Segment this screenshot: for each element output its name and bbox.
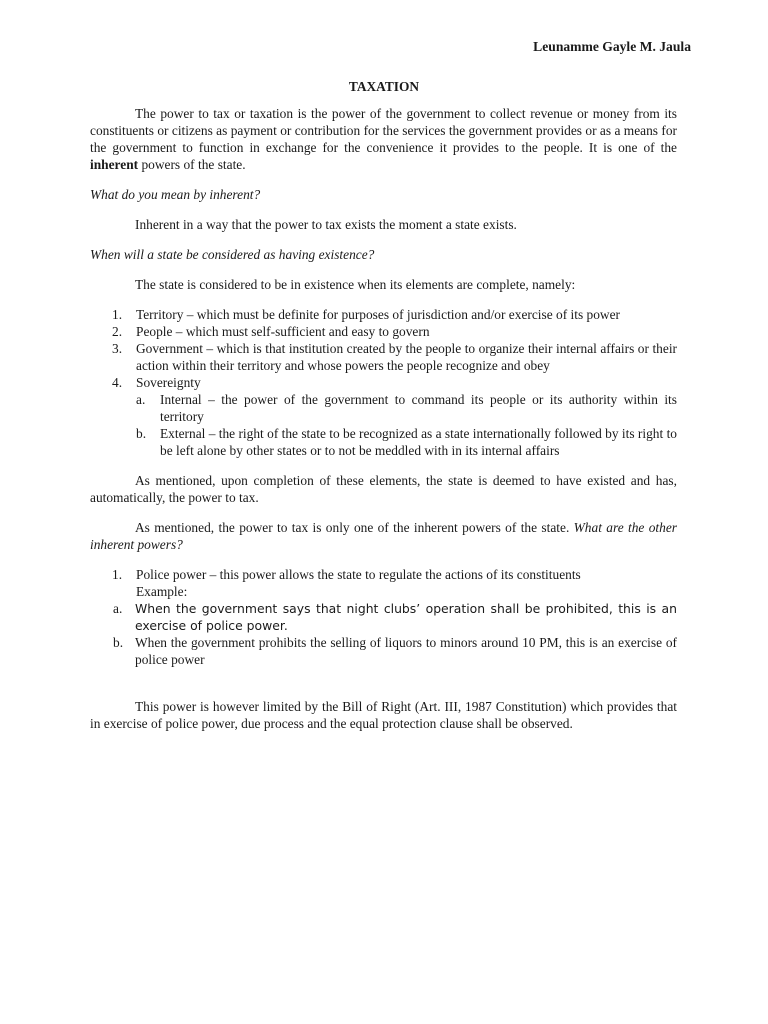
author-name: Leunamme Gayle M. Jaula <box>533 39 691 54</box>
list-text: People – which must self-sufficient and easy to govern <box>136 324 430 339</box>
list-text: Territory – which must be definite for purposes of jurisdiction and/or exercise of its power <box>136 307 620 322</box>
police-examples-sublist <box>90 600 677 668</box>
list-item <box>113 634 677 668</box>
elements-list <box>90 306 677 459</box>
limitation-paragraph: This power is however limited by the Bill of Right (Art. III, 1987 Constitution) which provides that in exercise of police power, due process and the equal protection clause shall be observed. <box>90 699 677 731</box>
list-text: External – the right of the state to be recognized as a state internationally followed by its right to be left alone by other states or to not be meddled with in its internal affairs <box>160 426 677 458</box>
list-letter: b. <box>113 635 124 650</box>
list-letter: b. <box>136 426 147 441</box>
list-item <box>90 306 677 323</box>
list-text: Internal – the power of the government to command its people or its authority within its territory <box>160 392 677 424</box>
list-number: 2. <box>112 324 123 339</box>
list-text: Government – which is that institution created by the people to organize their internal affairs or their action within their territory and whose powers the people recognize and obey <box>136 341 677 373</box>
inherent-powers-list <box>90 566 677 668</box>
intro-text-2: powers of the state. <box>138 157 246 172</box>
list-number: 4. <box>112 375 123 390</box>
answer-inherent: Inherent in a way that the power to tax exists the moment a state exists. <box>135 217 517 232</box>
list-item <box>113 600 677 634</box>
list-item <box>136 425 677 459</box>
list-number: 1. <box>112 567 123 582</box>
list-text: When the government prohibits the selling of liquors to minors around 10 PM, this is an exercise of police power <box>135 635 677 667</box>
list-item <box>90 566 677 600</box>
list-letter: a. <box>136 392 146 407</box>
example-label: Example: <box>136 584 188 599</box>
list-number: 3. <box>112 341 123 356</box>
sovereignty-sublist <box>90 391 677 459</box>
other-powers-text: As mentioned, the power to tax is only one of the inherent powers of the state. <box>135 520 574 535</box>
other-powers-paragraph <box>90 519 677 553</box>
question-existence: When will a state be considered as having existence? <box>90 247 375 262</box>
document-body <box>90 105 677 732</box>
list-item <box>136 391 677 425</box>
question-inherent: What do you mean by inherent? <box>90 187 261 202</box>
list-item <box>90 323 677 340</box>
answer-existence: The state is considered to be in existence when its elements are complete, namely: <box>135 277 576 292</box>
list-text: Police power – this power allows the state to regulate the actions of its constituents <box>136 567 581 582</box>
list-letter: a. <box>113 601 123 616</box>
other-powers-question: What are the other inherent powers? <box>90 520 677 552</box>
intro-paragraph <box>90 105 677 173</box>
document-title: TAXATION <box>348 79 420 94</box>
elements-conclusion-paragraph: As mentioned, upon completion of these elements, the state is deemed to have existed and has, automatically, the power to tax. <box>90 473 677 505</box>
list-text: Sovereignty <box>136 375 201 390</box>
intro-text-1: The power to tax or taxation is the power of the government to collect revenue or money from its constituents or citizens as payment or contribution for the services the government provides or as a means for the government to function in exchange for the convenience it provides to the people. It is one of the <box>90 106 677 155</box>
list-item <box>90 374 677 391</box>
list-number: 1. <box>112 307 123 322</box>
intro-bold-term: inherent <box>90 157 139 172</box>
list-text: When the government says that night clubs’ operation shall be prohibited, this is an exercise of police power. <box>135 601 677 633</box>
list-item <box>90 340 677 374</box>
